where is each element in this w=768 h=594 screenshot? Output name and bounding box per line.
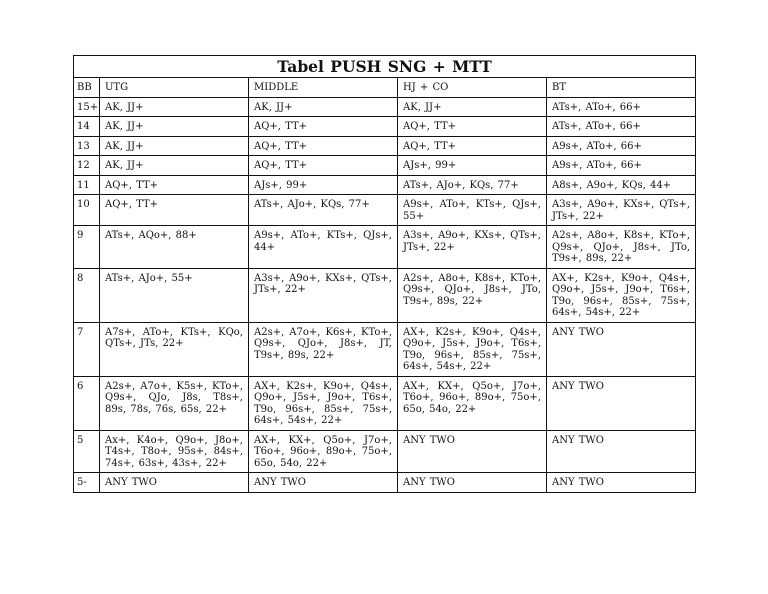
bt-cell: ATs+, ATo+, 66+	[547, 97, 696, 117]
hj-co-cell: A2s+, A8o+, K8s+, KTo+, Q9s+, QJo+, J8s+, JTo, T9s+, 89s, 22+	[398, 268, 547, 322]
table-row	[74, 473, 696, 493]
bb-cell: 14	[74, 117, 100, 137]
utg-cell: AK, JJ+	[100, 136, 249, 156]
hj-co-cell: A3s+, A9o+, KXs+, QTs+, JTs+, 22+	[398, 226, 547, 269]
table-row	[74, 195, 696, 226]
bb-cell: 5	[74, 430, 100, 473]
table-row	[74, 430, 696, 473]
bt-cell: A8s+, A9o+, KQs, 44+	[547, 175, 696, 195]
table-row	[74, 97, 696, 117]
bb-cell: 7	[74, 322, 100, 376]
bt-cell: A9s+, ATo+, 66+	[547, 156, 696, 176]
table-row	[74, 226, 696, 269]
middle-cell: A9s+, ATo+, KTs+, QJs+, 44+	[249, 226, 398, 269]
middle-cell: AX+, KX+, Q5o+, J7o+, T6o+, 96o+, 89o+, 75o+, 65o, 54o, 22+	[249, 430, 398, 473]
hj-co-cell: ANY TWO	[398, 430, 547, 473]
utg-cell: Ax+, K4o+, Q9o+, J8o+, T4s+, T8o+, 95s+, 84s+, 74s+, 63s+, 43s+, 22+	[100, 430, 249, 473]
middle-cell: AX+, K2s+, K9o+, Q4s+, Q9o+, J5s+, J9o+, T6s+, T9o, 96s+, 85s+, 75s+, 64s+, 54s+, 22+	[249, 376, 398, 430]
utg-cell: AK, JJ+	[100, 97, 249, 117]
middle-cell: AK, JJ+	[249, 97, 398, 117]
utg-cell: AQ+, TT+	[100, 195, 249, 226]
bt-cell: ANY TWO	[547, 376, 696, 430]
hj-co-cell: A9s+, ATo+, KTs+, QJs+, 55+	[398, 195, 547, 226]
bt-cell: A2s+, A8o+, K8s+, KTo+, Q9s+, QJo+, J8s+, JTo, T9s+, 89s, 22+	[547, 226, 696, 269]
header-bt: BT	[547, 78, 696, 98]
header-row	[74, 78, 696, 98]
table-row	[74, 156, 696, 176]
table-row	[74, 322, 696, 376]
table-row	[74, 268, 696, 322]
table-body	[74, 97, 696, 492]
middle-cell: ANY TWO	[249, 473, 398, 493]
middle-cell: AJs+, 99+	[249, 175, 398, 195]
utg-cell: ANY TWO	[100, 473, 249, 493]
bt-cell: ATs+, ATo+, 66+	[547, 117, 696, 137]
bb-cell: 8	[74, 268, 100, 322]
bt-cell: ANY TWO	[547, 473, 696, 493]
table-row	[74, 376, 696, 430]
hj-co-cell: ATs+, AJo+, KQs, 77+	[398, 175, 547, 195]
header-bb: BB	[74, 78, 100, 98]
bt-cell: AX+, K2s+, K9o+, Q4s+, Q9o+, J5s+, J9o+, T6s+, T9o, 96s+, 85s+, 75s+, 64s+, 54s+, 22+	[547, 268, 696, 322]
hj-co-cell: AX+, K2s+, K9o+, Q4s+, Q9o+, J5s+, J9o+, T6s+, T9o, 96s+, 85s+, 75s+, 64s+, 54s+, 22+	[398, 322, 547, 376]
push-chart-table	[73, 55, 696, 493]
bt-cell: ANY TWO	[547, 322, 696, 376]
table-title: Tabel PUSH SNG + MTT	[74, 56, 696, 78]
bb-cell: 13	[74, 136, 100, 156]
bb-cell: 11	[74, 175, 100, 195]
utg-cell: ATs+, AQo+, 88+	[100, 226, 249, 269]
hj-co-cell: AJs+, 99+	[398, 156, 547, 176]
table-row	[74, 117, 696, 137]
utg-cell: AQ+, TT+	[100, 175, 249, 195]
utg-cell: A7s+, ATo+, KTs+, KQo, QTs+, JTs, 22+	[100, 322, 249, 376]
hj-co-cell: AQ+, TT+	[398, 117, 547, 137]
bt-cell: A3s+, A9o+, KXs+, QTs+, JTs+, 22+	[547, 195, 696, 226]
middle-cell: ATs+, AJo+, KQs, 77+	[249, 195, 398, 226]
bt-cell: A9s+, ATo+, 66+	[547, 136, 696, 156]
middle-cell: AQ+, TT+	[249, 117, 398, 137]
table-row	[74, 175, 696, 195]
utg-cell: ATs+, AJo+, 55+	[100, 268, 249, 322]
hj-co-cell: ANY TWO	[398, 473, 547, 493]
header-utg: UTG	[100, 78, 249, 98]
hj-co-cell: AQ+, TT+	[398, 136, 547, 156]
bb-cell: 6	[74, 376, 100, 430]
utg-cell: A2s+, A7o+, K5s+, KTo+, Q9s+, QJo, J8s, T8s+, 89s, 78s, 76s, 65s, 22+	[100, 376, 249, 430]
bb-cell: 10	[74, 195, 100, 226]
bt-cell: ANY TWO	[547, 430, 696, 473]
table-row	[74, 136, 696, 156]
middle-cell: A3s+, A9o+, KXs+, QTs+, JTs+, 22+	[249, 268, 398, 322]
bb-cell: 12	[74, 156, 100, 176]
title-row	[74, 56, 696, 78]
header-hj-co: HJ + CO	[398, 78, 547, 98]
middle-cell: AQ+, TT+	[249, 156, 398, 176]
hj-co-cell: AX+, KX+, Q5o+, J7o+, T6o+, 96o+, 89o+, 75o+, 65o, 54o, 22+	[398, 376, 547, 430]
bb-cell: 5-	[74, 473, 100, 493]
utg-cell: AK, JJ+	[100, 117, 249, 137]
bb-cell: 9	[74, 226, 100, 269]
middle-cell: A2s+, A7o+, K6s+, KTo+, Q9s+, QJo+, J8s+, JT, T9s+, 89s, 22+	[249, 322, 398, 376]
bb-cell: 15+	[74, 97, 100, 117]
hj-co-cell: AK, JJ+	[398, 97, 547, 117]
header-middle: MIDDLE	[249, 78, 398, 98]
utg-cell: AK, JJ+	[100, 156, 249, 176]
middle-cell: AQ+, TT+	[249, 136, 398, 156]
